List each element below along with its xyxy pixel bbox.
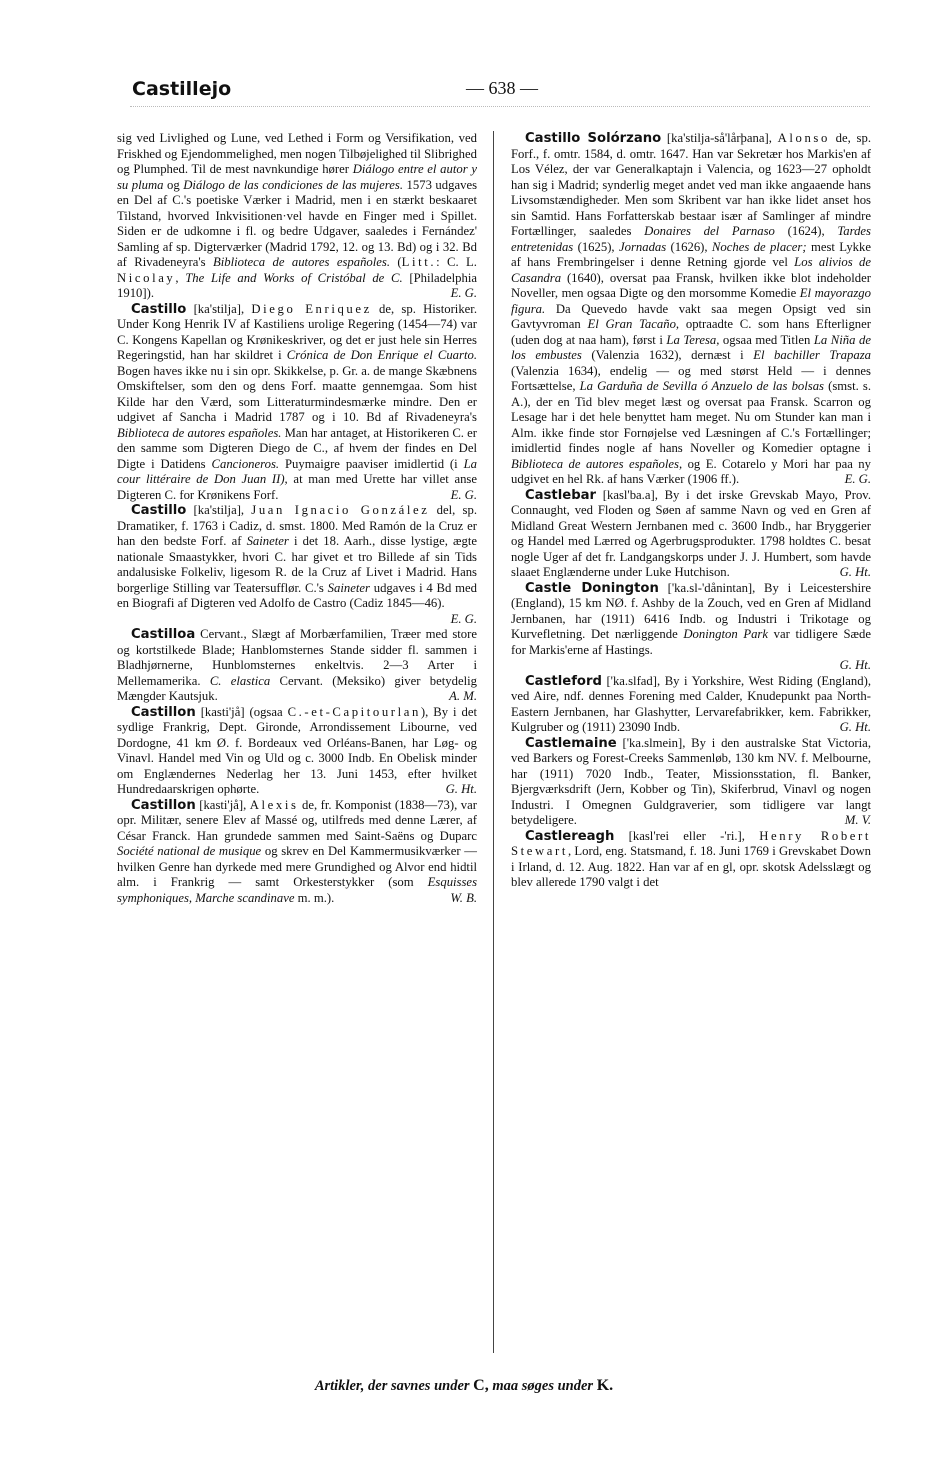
author-signature: G. Ht.	[839, 658, 871, 672]
headword: Castillo Solórzano	[525, 131, 662, 146]
running-head: Castillejo	[132, 78, 232, 100]
entry-castillejo-continuation: sig ved Livlighed og Lune, ved Lethed i Form og Versifikation, ved Friskhed og Ejendommelighed, men nogen Tilbøjelighed til Slibrighed og Plumphed. Til de mest navnkundige hører Diálogo entre el autor y su pluma og Diálogo de las condiciones de las mujeres. 1573 udgaves en Del af C.'s poetiske Værker i Madrid, men i en stærkt beskaaret Tilstand, hvorved Inkvisitionen·vel havde en Finger med i Spillet. Siden er de udkomne i fl. og bedre Udgaver, saaledes i Fernández' Samling af sp. Digterværker (Madrid 1792, 12. og 13. Bd) og i 32. Bd af Rivadeneyra's Biblioteca de autores españoles. (Litt.: C. L. Nicolay, The Life and Works of Cristóbal de C. [Philadelphia 1910]). E. G.	[117, 131, 478, 300]
author-signature: W. B.	[450, 890, 477, 905]
entry-castleford: Castleford ['ka.slfad], By i Yorkshire, West Riding (England), ved Aire, ndf. dennes Forening med Calder, Knudepunkt paa North-Eastern Jernbanen, har Glashytter, Lervarefabrikker, kem. Fabrikker, Kulgruber og (1911) 23090 Indb. G. Ht.	[511, 673, 871, 734]
headword: Castillo	[131, 503, 187, 518]
entry-castle-donington: Castle Donington ['ka.sl-'dånintan], By i Leicestershire (England), 15 km NØ. f. Ashby de la Zouch, ved en Gren af Midland Jernbanen, har (1911) 6416 Indb. og Industri i Trikotage og Kurvefletning. Det nærliggende Donington Park var tidligere Sæde for Markis'erne af Hastings. G. Ht.	[511, 580, 871, 672]
left-column	[117, 131, 477, 906]
entry-castlereagh: Castlereagh [kasl'rei eller -'ri.], Henry Robert Stewart, Lord, eng. Statsmand, f. 18. Juni 1769 i Grevskabet Down i Irland, d. 12. Aug. 1822. Han var af en gl, opr. skotsk Adelsslægt og blev allerede 1790 valgt i det	[511, 828, 871, 889]
author-signature: A. M.	[449, 689, 477, 703]
author-signature: E. G.	[450, 487, 477, 502]
headword: Castlemaine	[525, 735, 617, 751]
right-column	[511, 131, 871, 891]
page-footer-note: Artikler, der savnes under C, maa søges under K.	[314, 1377, 614, 1394]
entry-castilloa: Castilloa Cervant., Slægt af Morbærfamilien, Træer med store og kortstilkede Blade; Hanblomsternes Stande sidder fl. sammen i Bladhjørnerne, Hunblomsternes enkeltvis. 2—3 Arter i Mellemamerika. C. elastica Cervant. (Meksiko) giver betydelig Mængder Kautsjuk. A. M.	[117, 627, 477, 703]
author-signature: G. Ht.	[445, 782, 477, 796]
headword: Castlebar	[525, 487, 597, 503]
headword: Castle Donington	[525, 580, 659, 596]
entry-castlemaine: Castlemaine ['ka.slmein], By i den australske Stat Victoria, ved Barkers og Forest-Creeks Sammenløb, 130 km NV. f. Melbourne, har (1911) 7020 Indb., Teater, Missionsstation, fl. Banker, Bjergværksdrift (Jern, Kobber og Tin), Skiferbrud, Vinavl og nogen Industri. I Omegnen Guldgraverier, som tidligere var langt betydeligere. M. V.	[511, 735, 871, 827]
page-header	[132, 78, 872, 106]
headword: Castilloa	[131, 627, 196, 642]
author-signature: G. Ht.	[839, 565, 871, 579]
entry-castlebar: Castlebar [kasl'ba.a], By i det irske Grevskab Mayo, Prov. Connaught, ved Floden og Søen af samme Navn og ved en Gren af Midland Great Western Jernbanen med c. 3600 Indb., har Bryggerier og Handel med Lærred og Agerbrugsprodukter. 1798 holdtes C. besat nogle Uger af det fr. Landgangskorps under J. J. Humbert, som havde slaaet Englænderne under Luke Hutchison. G. Ht.	[511, 487, 871, 579]
author-signature: E. G.	[450, 611, 477, 626]
page-number: — 638 —	[466, 78, 538, 98]
column-divider	[493, 131, 494, 1353]
entry-castillo-solorzano: Castillo Solórzano [ka'stilja-så'lårþana], Alonso de, sp. Forf., f. omtr. 1584, d. omtr. 1647. Han var Sekretær hos Markis'en af Los Vélez, der var Generalkaptajn i Valencia, og 1623—27 opholdt han sig i Madrid; synderlig meget andet ved man ikke angaaende hans Livsomstændigheder. Men som Skribent var han ikke lidet anset hos sin Samtid. Hans Forfatterskab bestaar især af Samlinger af mindre Fortællinger, saaledes Donaires del Parnaso (1624), Tardes entretenidas (1625), Jornadas (1626), Noches de placer; mest Lykke af hans Frembringelser i denne Retning gjorde vel Los alivios de Casandra (1640), oversat paa Fransk, hvilken ikke blot indeholder Noveller, men ogsaa Digte og den morsomme Komedie El mayorazgo figura. Da Quevedo havde vakt saa megen Opsigt ved sin Gavtyvroman El Gran Tacaño, optraadte C. som hans Efterligner (uden dog at naa ham), først i La Teresa, ogsaa med Titlen La Niña de los embustes (Valenzia 1632), dernæst i El bachiller Trapaza (Valenzia 1634), endelig — og med størst Held — i dennes Fortsættelse, La Garduña de Sevilla ó Anzuelo de las bolsas (smst. s. A.), der en Tid blev meget læst og oversat paa Fransk. Scarron og Lesage har i det hele benyttet ham meget. Nu om Stunder kan man i Alm. ikke finde stor Fornøjelse ved Læsningen af C.'s Fortællinger; imidlertid findes nogle af hans Noveller og Komedier optagne i Biblioteca de autores españoles, og E. Cotarelo y Mori har paa ny udgivet en hel Rk. af hans Værker (1906 ff.). E. G.	[511, 131, 872, 486]
entry-castillon-town: Castillon [kasti'jå] (ogsaa C.-et-Capitourlan), By i det sydlige Frankrig, Dept. Gironde, Arrondissement Libourne, ved Dordogne, 41 km Ø. f. Bordeaux ved Orléans-Banen, har Løg- og Vinavl. Handel med Vin og Uld og c. 3000 Indb. En Obelisk minder om Englændernes Nederlag her 13. Juni 1453, efter hvilket Hundredaarskrigen ophørte. G. Ht.	[117, 704, 478, 796]
headword: Castillo	[131, 301, 187, 317]
headword: Castillon	[131, 704, 196, 720]
entry-castillo-juan: Castillo [ka'stilja], Juan Ignacio González del, sp. Dramatiker, f. 1763 i Cadiz, d. smst. 1800. Med Ramón de la Cruz er han den bedste Forf. af Saineter i det 18. Aarh., disse lystige, ægte nationale Smaastykker, hvori C. har givet et tro Billede af sin Tids andalusiske Folkeliv, ligesom R. de la Cruz af Livet i Madrid. Hans borgerlige Stilling var Teatersufflør. C.'s Saineter udgaves i 4 Bd med en Biografi af Digteren ved Adolfo de Castro (Cadiz 1845—46). E. G.	[117, 503, 477, 626]
author-signature: E. G.	[450, 286, 477, 300]
header-rule	[130, 106, 870, 107]
author-signature: E. G.	[844, 472, 871, 486]
headword: Castleford	[525, 673, 602, 689]
entry-castillo-diego: Castillo [ka'stilja], Diego Enriquez de, sp. Historiker. Under Kong Henrik IV af Kastiliens urolige Regering (1454—74) var C. Kongens Kapellan og Krønikeskriver, og det er just hele sin Herres Regeringstid, han har skildret i Crónica de Don Enrique el Cuarto. Bogen haves ikke nu i sin opr. Skikkelse, p. Gr. a. de mange Skæbnens Omskiftelser, som den og dens Forf. maatte gennemgaa. Som hist Kilde har den Værd, som Litteraturmindesmærke mindre. Den er udgivet af Sancha i Madrid 1787 og i 10. Bd af Rivadeneyra's Biblioteca de autores españoles. Man har antaget, at Historikeren C. er den samme som Digteren Diego de C., af hvem der findes en Del Digte i Datidens Cancioneros. Puymaigre paaviser imidlertid (i La cour littéraire de Don Juan II), at man med Urette har villet anse Digteren C. for Krønikens Forf. E. G.	[117, 301, 478, 502]
author-signature: M. V.	[844, 813, 871, 827]
entry-castillon-alexis: Castillon [kasti'jå], Alexis de, fr. Komponist (1838—73), var opr. Militær, senere Elev af Massé og, utilfreds med denne Lærer, af César Franck. Han grundede sammen med Saint-Saëns og Duparc Société national de musique og skrev en Del Kammermusikværker — hvilken Genre han dyrkede med mere Grundighed og Alvor end hidtil alm. i Frankrig — samt Orkesterstykker (som Esquisses symphoniques, Marche scandinave m. m.). W. B.	[117, 797, 477, 905]
author-signature: G. Ht.	[839, 720, 871, 734]
headword: Castlereagh	[525, 828, 615, 844]
headword: Castillon	[131, 797, 196, 813]
